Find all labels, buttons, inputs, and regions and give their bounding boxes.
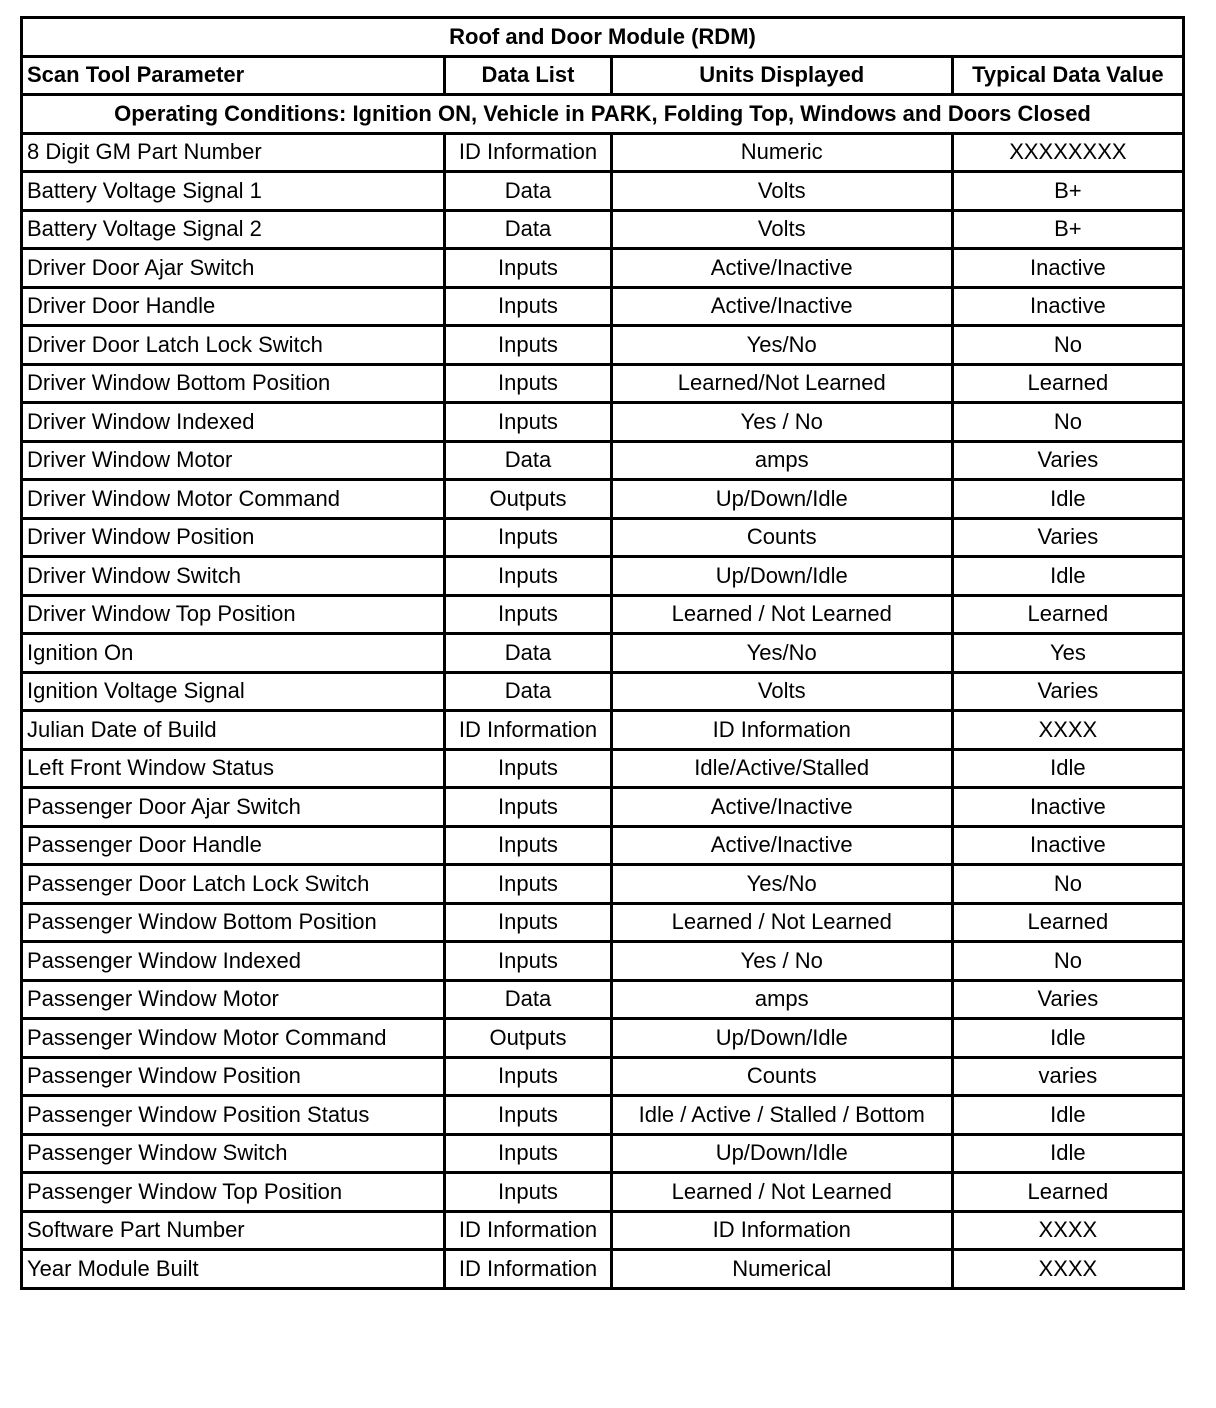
table-row xyxy=(22,1096,1184,1135)
parameter-cell: Driver Door Ajar Switch xyxy=(22,249,445,288)
typical-value-cell: Inactive xyxy=(952,788,1183,827)
parameter-cell: Driver Door Handle xyxy=(22,287,445,326)
typical-value-cell: No xyxy=(952,326,1183,365)
parameter-cell: Passenger Window Position xyxy=(22,1057,445,1096)
parameter-cell: Battery Voltage Signal 2 xyxy=(22,210,445,249)
parameter-cell: Passenger Window Motor Command xyxy=(22,1019,445,1058)
units-cell: Idle/Active/Stalled xyxy=(611,749,952,788)
table-row xyxy=(22,518,1184,557)
typical-value-cell: B+ xyxy=(952,210,1183,249)
units-cell: Volts xyxy=(611,672,952,711)
units-cell: Learned/Not Learned xyxy=(611,364,952,403)
parameter-cell: Battery Voltage Signal 1 xyxy=(22,172,445,211)
data-list-cell: Inputs xyxy=(445,287,611,326)
table-row xyxy=(22,865,1184,904)
parameter-cell: Year Module Built xyxy=(22,1250,445,1289)
parameter-cell: Passenger Window Top Position xyxy=(22,1173,445,1212)
data-list-cell: Inputs xyxy=(445,557,611,596)
operating-conditions: Operating Conditions: Ignition ON, Vehicle in PARK, Folding Top, Windows and Doors Closed xyxy=(22,95,1184,134)
table-row xyxy=(22,287,1184,326)
parameter-cell: Ignition Voltage Signal xyxy=(22,672,445,711)
units-cell: Yes / No xyxy=(611,403,952,442)
data-list-cell: Inputs xyxy=(445,518,611,557)
units-cell: Learned / Not Learned xyxy=(611,595,952,634)
table-row xyxy=(22,788,1184,827)
header-scan-tool-parameter: Scan Tool Parameter xyxy=(22,56,445,95)
typical-value-cell: Idle xyxy=(952,557,1183,596)
parameter-cell: Passenger Door Ajar Switch xyxy=(22,788,445,827)
data-list-cell: Outputs xyxy=(445,480,611,519)
data-list-cell: Inputs xyxy=(445,1096,611,1135)
units-cell: Yes/No xyxy=(611,326,952,365)
typical-value-cell: XXXX xyxy=(952,1211,1183,1250)
typical-value-cell: varies xyxy=(952,1057,1183,1096)
units-cell: Yes / No xyxy=(611,942,952,981)
typical-value-cell: Idle xyxy=(952,749,1183,788)
table-row xyxy=(22,1057,1184,1096)
data-list-cell: Inputs xyxy=(445,1057,611,1096)
typical-value-cell: Inactive xyxy=(952,287,1183,326)
table-row xyxy=(22,942,1184,981)
parameter-cell: Passenger Window Indexed xyxy=(22,942,445,981)
typical-value-cell: Varies xyxy=(952,441,1183,480)
table-row xyxy=(22,634,1184,673)
parameter-cell: Driver Window Motor xyxy=(22,441,445,480)
units-cell: Up/Down/Idle xyxy=(611,480,952,519)
units-cell: Idle / Active / Stalled / Bottom xyxy=(611,1096,952,1135)
table-title: Roof and Door Module (RDM) xyxy=(22,18,1184,57)
data-list-cell: Inputs xyxy=(445,942,611,981)
typical-value-cell: XXXX xyxy=(952,1250,1183,1289)
table-row xyxy=(22,249,1184,288)
operating-conditions-row xyxy=(22,95,1184,134)
units-cell: Learned / Not Learned xyxy=(611,903,952,942)
header-units-displayed: Units Displayed xyxy=(611,56,952,95)
parameter-cell: Passenger Window Position Status xyxy=(22,1096,445,1135)
typical-value-cell: Yes xyxy=(952,634,1183,673)
rdm-data-table xyxy=(20,16,1185,1290)
data-list-cell: Data xyxy=(445,172,611,211)
data-list-cell: Data xyxy=(445,980,611,1019)
parameter-cell: Software Part Number xyxy=(22,1211,445,1250)
data-list-cell: Inputs xyxy=(445,1173,611,1212)
typical-value-cell: No xyxy=(952,403,1183,442)
table-row xyxy=(22,826,1184,865)
table-row xyxy=(22,403,1184,442)
typical-value-cell: Varies xyxy=(952,672,1183,711)
typical-value-cell: No xyxy=(952,942,1183,981)
parameter-cell: Driver Window Position xyxy=(22,518,445,557)
typical-value-cell: Idle xyxy=(952,1019,1183,1058)
table-row xyxy=(22,172,1184,211)
data-list-cell: Inputs xyxy=(445,826,611,865)
data-list-cell: Data xyxy=(445,672,611,711)
table-row xyxy=(22,441,1184,480)
typical-value-cell: Idle xyxy=(952,1096,1183,1135)
typical-value-cell: XXXX xyxy=(952,711,1183,750)
table-body xyxy=(22,133,1184,1288)
table-row xyxy=(22,980,1184,1019)
parameter-cell: Ignition On xyxy=(22,634,445,673)
units-cell: Active/Inactive xyxy=(611,788,952,827)
data-list-cell: Inputs xyxy=(445,903,611,942)
parameter-cell: Passenger Window Bottom Position xyxy=(22,903,445,942)
data-list-cell: Data xyxy=(445,634,611,673)
parameter-cell: Driver Window Indexed xyxy=(22,403,445,442)
table-row xyxy=(22,711,1184,750)
typical-value-cell: Learned xyxy=(952,364,1183,403)
typical-value-cell: B+ xyxy=(952,172,1183,211)
data-list-cell: Data xyxy=(445,210,611,249)
table-row xyxy=(22,672,1184,711)
typical-value-cell: Varies xyxy=(952,518,1183,557)
parameter-cell: Driver Window Switch xyxy=(22,557,445,596)
units-cell: Volts xyxy=(611,172,952,211)
units-cell: Active/Inactive xyxy=(611,249,952,288)
data-list-cell: Inputs xyxy=(445,364,611,403)
units-cell: amps xyxy=(611,980,952,1019)
table-row xyxy=(22,1173,1184,1212)
parameter-cell: Passenger Door Latch Lock Switch xyxy=(22,865,445,904)
units-cell: Learned / Not Learned xyxy=(611,1173,952,1212)
header-row xyxy=(22,56,1184,95)
typical-value-cell: Learned xyxy=(952,595,1183,634)
data-list-cell: Outputs xyxy=(445,1019,611,1058)
parameter-cell: Passenger Window Switch xyxy=(22,1134,445,1173)
parameter-cell: 8 Digit GM Part Number xyxy=(22,133,445,172)
parameter-cell: Driver Window Bottom Position xyxy=(22,364,445,403)
parameter-cell: Driver Window Motor Command xyxy=(22,480,445,519)
units-cell: Yes/No xyxy=(611,865,952,904)
units-cell: Volts xyxy=(611,210,952,249)
table-row xyxy=(22,326,1184,365)
parameter-cell: Driver Window Top Position xyxy=(22,595,445,634)
table-row xyxy=(22,903,1184,942)
table-row xyxy=(22,1211,1184,1250)
table-row xyxy=(22,210,1184,249)
table-row xyxy=(22,1134,1184,1173)
units-cell: Active/Inactive xyxy=(611,826,952,865)
units-cell: Up/Down/Idle xyxy=(611,1134,952,1173)
data-list-cell: ID Information xyxy=(445,711,611,750)
units-cell: amps xyxy=(611,441,952,480)
units-cell: Counts xyxy=(611,518,952,557)
header-data-list: Data List xyxy=(445,56,611,95)
parameter-cell: Passenger Window Motor xyxy=(22,980,445,1019)
units-cell: Numerical xyxy=(611,1250,952,1289)
units-cell: Numeric xyxy=(611,133,952,172)
typical-value-cell: Idle xyxy=(952,480,1183,519)
typical-value-cell: XXXXXXXX xyxy=(952,133,1183,172)
typical-value-cell: Learned xyxy=(952,1173,1183,1212)
table-row xyxy=(22,1250,1184,1289)
data-list-cell: Inputs xyxy=(445,788,611,827)
table-row xyxy=(22,364,1184,403)
parameter-cell: Driver Door Latch Lock Switch xyxy=(22,326,445,365)
typical-value-cell: Varies xyxy=(952,980,1183,1019)
units-cell: Active/Inactive xyxy=(611,287,952,326)
data-list-cell: ID Information xyxy=(445,1211,611,1250)
units-cell: Up/Down/Idle xyxy=(611,1019,952,1058)
units-cell: ID Information xyxy=(611,711,952,750)
data-list-cell: ID Information xyxy=(445,1250,611,1289)
title-row xyxy=(22,18,1184,57)
data-list-cell: Data xyxy=(445,441,611,480)
data-list-cell: Inputs xyxy=(445,326,611,365)
typical-value-cell: Idle xyxy=(952,1134,1183,1173)
data-list-cell: Inputs xyxy=(445,1134,611,1173)
table-row xyxy=(22,480,1184,519)
data-list-cell: Inputs xyxy=(445,249,611,288)
data-list-cell: Inputs xyxy=(445,403,611,442)
units-cell: ID Information xyxy=(611,1211,952,1250)
table-row xyxy=(22,1019,1184,1058)
units-cell: Yes/No xyxy=(611,634,952,673)
units-cell: Counts xyxy=(611,1057,952,1096)
typical-value-cell: Learned xyxy=(952,903,1183,942)
table-row xyxy=(22,749,1184,788)
parameter-cell: Left Front Window Status xyxy=(22,749,445,788)
table-row xyxy=(22,557,1184,596)
parameter-cell: Julian Date of Build xyxy=(22,711,445,750)
typical-value-cell: No xyxy=(952,865,1183,904)
data-list-cell: Inputs xyxy=(445,595,611,634)
table-row xyxy=(22,133,1184,172)
data-list-cell: Inputs xyxy=(445,865,611,904)
data-list-cell: Inputs xyxy=(445,749,611,788)
typical-value-cell: Inactive xyxy=(952,249,1183,288)
table-row xyxy=(22,595,1184,634)
parameter-cell: Passenger Door Handle xyxy=(22,826,445,865)
header-typical-data-value: Typical Data Value xyxy=(952,56,1183,95)
units-cell: Up/Down/Idle xyxy=(611,557,952,596)
typical-value-cell: Inactive xyxy=(952,826,1183,865)
data-list-cell: ID Information xyxy=(445,133,611,172)
